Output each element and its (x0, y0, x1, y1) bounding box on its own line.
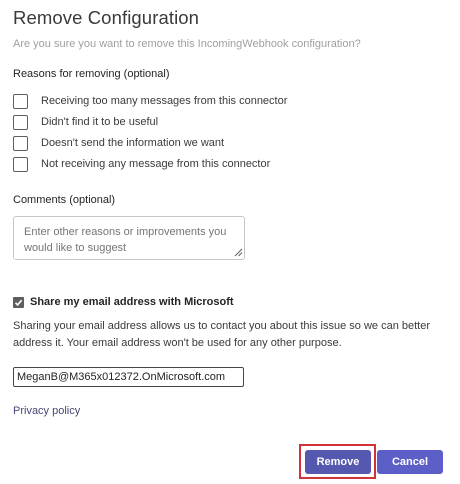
comments-label: Comments (optional) (13, 194, 116, 206)
dialog-subtitle: Are you sure you want to remove this IncomingWebhook configuration? (13, 38, 361, 50)
share-email-option[interactable] (13, 296, 234, 308)
share-email-checkbox[interactable] (13, 297, 24, 308)
comments-textarea[interactable] (13, 216, 245, 260)
reason-label: Receiving too many messages from this connector (41, 95, 288, 107)
reason-no-messages[interactable] (13, 155, 270, 173)
privacy-policy-link[interactable]: Privacy policy (13, 405, 81, 417)
reason-checkbox[interactable] (13, 136, 28, 151)
reason-too-many-messages[interactable] (13, 92, 287, 110)
reason-label: Doesn't send the information we want (41, 137, 225, 149)
reason-checkbox[interactable] (13, 115, 28, 130)
reason-not-useful[interactable] (13, 113, 158, 131)
remove-button[interactable]: Remove (305, 450, 371, 474)
share-email-label: Share my email address with Microsoft (30, 296, 234, 308)
checkmark-icon (14, 298, 23, 307)
cancel-button[interactable]: Cancel (377, 450, 443, 474)
reason-wrong-information[interactable] (13, 134, 224, 152)
share-email-description: Sharing your email address allows us to contact you about this issue so we can better address it. Your email address won't be used for any other purpose. (13, 320, 431, 349)
dialog-title: Remove Configuration (13, 7, 200, 28)
reason-checkbox[interactable] (13, 157, 28, 172)
reasons-label: Reasons for removing (optional) (13, 68, 170, 80)
resize-grip-icon[interactable] (234, 248, 243, 257)
reason-checkbox[interactable] (13, 94, 28, 109)
reason-label: Not receiving any message from this connector (41, 158, 271, 170)
email-field[interactable] (13, 367, 244, 387)
reason-label: Didn't find it to be useful (41, 116, 159, 128)
